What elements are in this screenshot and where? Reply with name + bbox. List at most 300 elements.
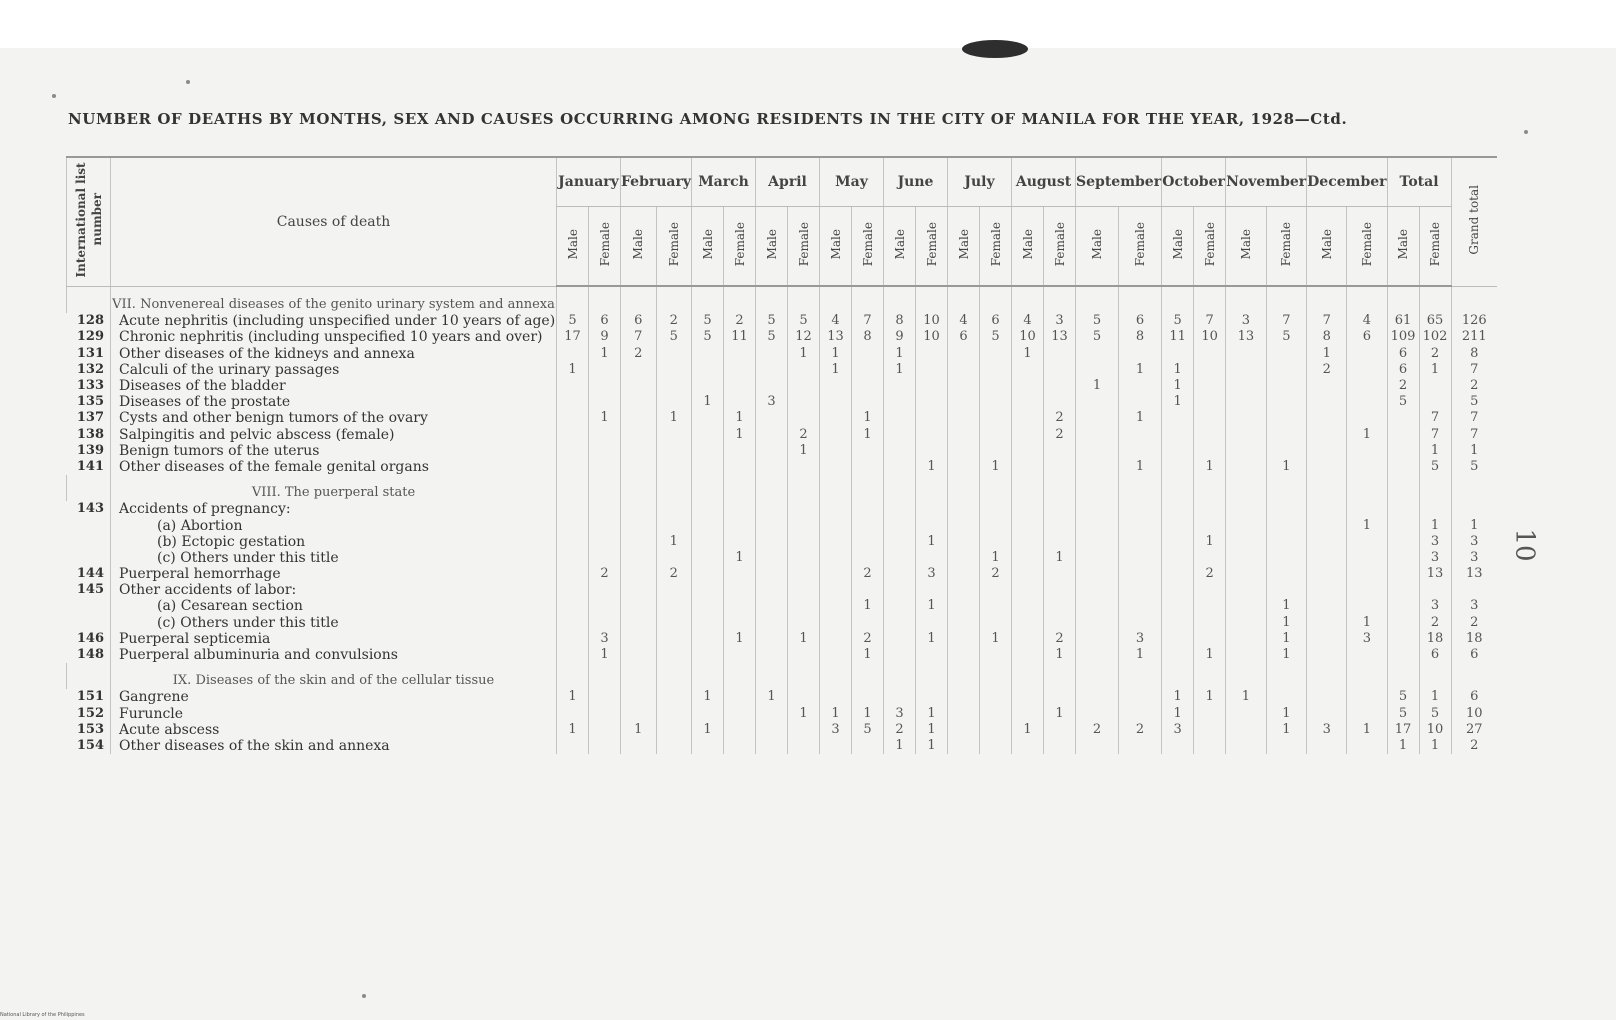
female-count-cell: 5 bbox=[852, 722, 884, 738]
male-count-cell bbox=[1012, 631, 1044, 647]
male-count-cell bbox=[1226, 550, 1267, 566]
male-count-cell bbox=[692, 410, 724, 426]
list-number-cell: 139 bbox=[76, 442, 104, 458]
empty-cell bbox=[1226, 673, 1267, 689]
empty-cell bbox=[1419, 297, 1451, 313]
male-count-cell bbox=[1162, 615, 1194, 631]
male-count-cell bbox=[948, 427, 980, 443]
empty-cell bbox=[724, 297, 756, 313]
empty-cell bbox=[852, 673, 884, 689]
female-count-cell bbox=[1194, 582, 1226, 598]
col-header-list-number bbox=[67, 157, 111, 286]
list-number-cell: 145 bbox=[76, 582, 104, 598]
male-count-cell: 2 bbox=[1307, 362, 1347, 378]
male-count-cell bbox=[1307, 706, 1347, 722]
table-row bbox=[67, 329, 1498, 345]
male-count-cell: 3 bbox=[1162, 722, 1194, 738]
male-label: Male bbox=[764, 228, 779, 260]
sex-header-female bbox=[1266, 207, 1307, 287]
male-count-cell bbox=[1076, 534, 1119, 550]
total-male-cell bbox=[1387, 647, 1419, 663]
total-female-cell: 5 bbox=[1419, 706, 1451, 722]
male-count-cell bbox=[948, 346, 980, 362]
female-count-cell bbox=[788, 394, 820, 410]
list-number-cell bbox=[67, 598, 111, 614]
male-count-cell bbox=[1307, 689, 1347, 705]
female-count-cell bbox=[980, 517, 1012, 533]
table-row bbox=[67, 550, 1498, 566]
total-male-cell bbox=[1387, 410, 1419, 426]
male-count-cell bbox=[884, 534, 916, 550]
total-female-cell bbox=[1419, 582, 1451, 598]
empty-cell bbox=[852, 297, 884, 313]
male-count-cell: 2 bbox=[884, 722, 916, 738]
female-count-cell bbox=[916, 362, 948, 378]
female-count-cell bbox=[1347, 378, 1387, 394]
female-count-cell bbox=[788, 689, 820, 705]
empty-cell bbox=[756, 475, 788, 485]
male-count-cell: 1 bbox=[692, 394, 724, 410]
male-count-cell bbox=[557, 647, 589, 663]
empty-cell bbox=[916, 297, 948, 313]
table-row bbox=[67, 427, 1498, 443]
male-count-cell bbox=[692, 362, 724, 378]
empty-cell bbox=[1119, 485, 1162, 501]
list-number-cell bbox=[67, 485, 111, 501]
list-number-cell: 135 bbox=[76, 394, 104, 410]
female-count-cell bbox=[852, 443, 884, 459]
total-male-cell bbox=[1387, 459, 1419, 475]
female-count-cell bbox=[980, 722, 1012, 738]
female-count-cell: 3 bbox=[1044, 313, 1076, 329]
male-count-cell bbox=[1012, 598, 1044, 614]
grand-total-cell: 3 bbox=[1451, 550, 1497, 566]
male-count-cell bbox=[884, 501, 916, 517]
male-count-cell: 1 bbox=[557, 722, 589, 738]
male-count-cell bbox=[884, 378, 916, 394]
male-count-cell bbox=[1012, 378, 1044, 394]
female-count-cell bbox=[1194, 501, 1226, 517]
total-female-cell: 65 bbox=[1419, 313, 1451, 329]
speck bbox=[362, 994, 366, 998]
female-count-cell bbox=[1194, 410, 1226, 426]
empty-cell bbox=[692, 673, 724, 689]
male-count-cell bbox=[1226, 362, 1267, 378]
female-label: Female bbox=[1428, 221, 1443, 267]
male-count-cell: 5 bbox=[692, 313, 724, 329]
female-count-cell bbox=[589, 443, 621, 459]
female-count-cell: 6 bbox=[589, 313, 621, 329]
female-count-cell bbox=[1194, 738, 1226, 754]
empty-cell bbox=[820, 663, 852, 673]
female-count-cell bbox=[656, 689, 692, 705]
sex-header-female bbox=[1194, 207, 1226, 287]
male-count-cell bbox=[1226, 722, 1267, 738]
female-count-cell bbox=[1044, 689, 1076, 705]
male-count-cell bbox=[621, 706, 657, 722]
male-count-cell: 2 bbox=[621, 346, 657, 362]
empty-cell bbox=[1451, 297, 1497, 313]
table-row bbox=[67, 598, 1498, 614]
female-count-cell: 8 bbox=[1119, 329, 1162, 345]
female-count-cell bbox=[788, 722, 820, 738]
male-count-cell bbox=[557, 550, 589, 566]
female-count-cell bbox=[656, 647, 692, 663]
empty-cell bbox=[1307, 297, 1347, 313]
male-count-cell bbox=[820, 378, 852, 394]
male-label: Male bbox=[956, 228, 971, 260]
male-count-cell: 3 bbox=[756, 394, 788, 410]
empty-cell bbox=[948, 485, 980, 501]
sex-header-male bbox=[884, 207, 916, 287]
female-count-cell bbox=[980, 501, 1012, 517]
male-count-cell: 1 bbox=[692, 722, 724, 738]
male-count-cell: 10 bbox=[1012, 329, 1044, 345]
male-count-cell bbox=[692, 346, 724, 362]
sex-header-female bbox=[916, 207, 948, 287]
female-count-cell bbox=[1266, 346, 1307, 362]
female-count-cell bbox=[1194, 346, 1226, 362]
cause-cell: Acute abscess bbox=[111, 722, 557, 738]
male-count-cell bbox=[948, 582, 980, 598]
section-heading: VIII. The puerperal state bbox=[111, 485, 557, 501]
male-count-cell: 1 bbox=[692, 689, 724, 705]
section-row bbox=[67, 673, 1498, 689]
empty-cell bbox=[1387, 673, 1419, 689]
male-count-cell bbox=[756, 459, 788, 475]
female-count-cell: 1 bbox=[1119, 362, 1162, 378]
female-count-cell: 1 bbox=[589, 346, 621, 362]
empty-cell bbox=[1194, 475, 1226, 485]
empty-cell bbox=[1387, 485, 1419, 501]
grand-total-cell: 27 bbox=[1451, 722, 1497, 738]
sex-header-male bbox=[1307, 207, 1347, 287]
empty-cell bbox=[1012, 286, 1044, 297]
female-label: Female bbox=[988, 221, 1003, 267]
sex-header-female bbox=[589, 207, 621, 287]
sex-header-female bbox=[1419, 207, 1451, 287]
sex-header-male bbox=[692, 207, 724, 287]
total-female-cell: 1 bbox=[1419, 443, 1451, 459]
male-count-cell bbox=[884, 394, 916, 410]
empty-cell bbox=[980, 297, 1012, 313]
sex-header-male bbox=[1162, 207, 1194, 287]
grand-total-cell: 7 bbox=[1451, 410, 1497, 426]
female-count-cell bbox=[980, 362, 1012, 378]
male-count-cell: 1 bbox=[557, 689, 589, 705]
male-label: Male bbox=[700, 228, 715, 260]
female-count-cell bbox=[656, 443, 692, 459]
female-count-cell bbox=[1347, 346, 1387, 362]
male-count-cell bbox=[1162, 410, 1194, 426]
female-count-cell bbox=[656, 362, 692, 378]
male-count-cell bbox=[1076, 631, 1119, 647]
total-female-cell: 102 bbox=[1419, 329, 1451, 345]
male-count-cell bbox=[1226, 706, 1267, 722]
female-count-cell: 1 bbox=[1266, 647, 1307, 663]
female-count-cell: 6 bbox=[1347, 329, 1387, 345]
female-count-cell bbox=[1194, 598, 1226, 614]
female-count-cell: 7 bbox=[852, 313, 884, 329]
male-count-cell bbox=[1226, 378, 1267, 394]
male-count-cell bbox=[884, 410, 916, 426]
empty-cell bbox=[692, 297, 724, 313]
empty-cell bbox=[1347, 475, 1387, 485]
empty-cell bbox=[884, 663, 916, 673]
female-count-cell bbox=[656, 501, 692, 517]
male-count-cell: 5 bbox=[756, 329, 788, 345]
male-count-cell bbox=[692, 598, 724, 614]
male-count-cell bbox=[948, 598, 980, 614]
empty-cell bbox=[1044, 475, 1076, 485]
empty-cell bbox=[1266, 485, 1307, 501]
male-count-cell bbox=[948, 550, 980, 566]
empty-cell bbox=[1387, 286, 1419, 297]
female-count-cell bbox=[724, 722, 756, 738]
grand-total-cell: 126 bbox=[1451, 313, 1497, 329]
female-count-cell bbox=[724, 738, 756, 754]
male-count-cell bbox=[884, 598, 916, 614]
cause-cell: Benign tumors of the uterus bbox=[111, 443, 557, 459]
total-male-cell: 17 bbox=[1387, 722, 1419, 738]
sex-header-male bbox=[1012, 207, 1044, 287]
female-count-cell bbox=[1194, 631, 1226, 647]
female-count-cell bbox=[589, 582, 621, 598]
female-count-cell bbox=[589, 598, 621, 614]
empty-cell bbox=[788, 673, 820, 689]
male-count-cell bbox=[1307, 615, 1347, 631]
female-count-cell: 1 bbox=[916, 598, 948, 614]
male-count-cell bbox=[1076, 598, 1119, 614]
female-count-cell: 11 bbox=[724, 329, 756, 345]
list-number-cell: 151 bbox=[76, 689, 104, 705]
empty-cell bbox=[724, 475, 756, 485]
male-count-cell bbox=[1226, 346, 1267, 362]
male-count-cell: 1 bbox=[1162, 689, 1194, 705]
female-count-cell: 1 bbox=[1119, 410, 1162, 426]
male-count-cell bbox=[948, 722, 980, 738]
male-count-cell bbox=[621, 631, 657, 647]
sex-header-male bbox=[820, 207, 852, 287]
female-count-cell: 1 bbox=[724, 427, 756, 443]
female-count-cell: 10 bbox=[916, 313, 948, 329]
total-female-cell: 7 bbox=[1419, 427, 1451, 443]
list-number-cell: 137 bbox=[76, 410, 104, 426]
male-count-cell bbox=[948, 647, 980, 663]
empty-cell bbox=[589, 286, 621, 297]
female-count-cell bbox=[1044, 346, 1076, 362]
empty-cell bbox=[1162, 286, 1194, 297]
female-count-cell bbox=[852, 517, 884, 533]
empty-cell bbox=[1194, 663, 1226, 673]
empty-cell bbox=[948, 297, 980, 313]
female-count-cell bbox=[1266, 689, 1307, 705]
male-count-cell bbox=[1162, 550, 1194, 566]
month-header: December bbox=[1307, 157, 1387, 207]
empty-cell bbox=[852, 475, 884, 485]
cause-cell: Other diseases of the kidneys and annexa bbox=[111, 346, 557, 362]
male-count-cell: 8 bbox=[1307, 329, 1347, 345]
male-count-cell bbox=[884, 631, 916, 647]
female-count-cell bbox=[1044, 534, 1076, 550]
empty-cell bbox=[557, 297, 589, 313]
male-count-cell bbox=[1076, 615, 1119, 631]
total-female-cell: 3 bbox=[1419, 598, 1451, 614]
empty-cell bbox=[1012, 297, 1044, 313]
total-female-cell: 2 bbox=[1419, 346, 1451, 362]
female-count-cell: 1 bbox=[1194, 534, 1226, 550]
cause-cell: Accidents of pregnancy: bbox=[111, 501, 557, 517]
female-count-cell bbox=[1119, 517, 1162, 533]
male-count-cell: 2 bbox=[1076, 722, 1119, 738]
male-count-cell bbox=[1226, 647, 1267, 663]
female-count-cell bbox=[916, 582, 948, 598]
male-count-cell: 1 bbox=[820, 362, 852, 378]
female-count-cell bbox=[1347, 550, 1387, 566]
table-row bbox=[67, 631, 1498, 647]
grand-total-cell: 211 bbox=[1451, 329, 1497, 345]
female-count-cell: 2 bbox=[1194, 566, 1226, 582]
female-count-cell bbox=[788, 615, 820, 631]
female-count-cell: 1 bbox=[852, 647, 884, 663]
female-count-cell bbox=[724, 346, 756, 362]
male-count-cell bbox=[820, 427, 852, 443]
male-count-cell bbox=[1226, 443, 1267, 459]
table-row bbox=[67, 501, 1498, 517]
cause-cell: (b) Ectopic gestation bbox=[111, 534, 557, 550]
male-count-cell bbox=[557, 517, 589, 533]
cause-cell: Puerperal septicemia bbox=[111, 631, 557, 647]
empty-cell bbox=[1162, 475, 1194, 485]
male-count-cell: 5 bbox=[557, 313, 589, 329]
female-count-cell: 1 bbox=[852, 706, 884, 722]
female-count-cell: 1 bbox=[1266, 459, 1307, 475]
female-count-cell: 3 bbox=[1347, 631, 1387, 647]
male-count-cell bbox=[621, 534, 657, 550]
male-count-cell bbox=[820, 582, 852, 598]
female-count-cell bbox=[1347, 598, 1387, 614]
male-count-cell bbox=[1307, 443, 1347, 459]
table-row bbox=[67, 566, 1498, 582]
male-count-cell bbox=[1012, 550, 1044, 566]
female-count-cell: 2 bbox=[656, 313, 692, 329]
empty-cell bbox=[884, 297, 916, 313]
total-female-cell: 13 bbox=[1419, 566, 1451, 582]
male-count-cell bbox=[1012, 459, 1044, 475]
col-header-causes: Causes of death bbox=[111, 157, 557, 286]
male-count-cell bbox=[1012, 394, 1044, 410]
male-count-cell: 1 bbox=[1162, 362, 1194, 378]
empty-cell bbox=[1347, 663, 1387, 673]
sex-header-male bbox=[621, 207, 657, 287]
empty-cell bbox=[1119, 673, 1162, 689]
female-count-cell bbox=[1347, 501, 1387, 517]
empty-cell bbox=[589, 663, 621, 673]
empty-cell bbox=[1451, 485, 1497, 501]
empty-cell bbox=[916, 475, 948, 485]
male-count-cell bbox=[884, 459, 916, 475]
empty-cell bbox=[948, 286, 980, 297]
total-female-cell bbox=[1419, 501, 1451, 517]
female-count-cell: 1 bbox=[589, 410, 621, 426]
empty-cell bbox=[756, 286, 788, 297]
female-count-cell: 1 bbox=[656, 534, 692, 550]
empty-cell bbox=[621, 673, 657, 689]
empty-cell bbox=[1012, 673, 1044, 689]
speck bbox=[52, 94, 56, 98]
empty-cell bbox=[820, 286, 852, 297]
empty-cell bbox=[980, 673, 1012, 689]
male-count-cell bbox=[1226, 427, 1267, 443]
list-number-cell: 133 bbox=[76, 378, 104, 394]
male-count-cell bbox=[820, 443, 852, 459]
empty-cell bbox=[621, 485, 657, 501]
female-count-cell bbox=[1347, 410, 1387, 426]
male-count-cell bbox=[1012, 517, 1044, 533]
male-count-cell bbox=[756, 582, 788, 598]
male-count-cell bbox=[1307, 582, 1347, 598]
male-count-cell bbox=[948, 689, 980, 705]
female-count-cell: 8 bbox=[852, 329, 884, 345]
male-count-cell bbox=[948, 443, 980, 459]
male-count-cell bbox=[948, 362, 980, 378]
female-count-cell: 1 bbox=[1347, 615, 1387, 631]
male-count-cell bbox=[820, 631, 852, 647]
female-count-cell: 1 bbox=[656, 410, 692, 426]
female-count-cell bbox=[788, 566, 820, 582]
female-count-cell bbox=[724, 459, 756, 475]
female-count-cell bbox=[589, 689, 621, 705]
sex-header-female bbox=[852, 207, 884, 287]
empty-cell bbox=[1451, 673, 1497, 689]
female-count-cell bbox=[1119, 378, 1162, 394]
list-number-cell: 131 bbox=[76, 345, 104, 361]
female-count-cell: 1 bbox=[852, 598, 884, 614]
male-count-cell bbox=[1226, 394, 1267, 410]
female-count-cell: 3 bbox=[916, 566, 948, 582]
male-count-cell bbox=[820, 517, 852, 533]
female-count-cell bbox=[788, 410, 820, 426]
empty-cell bbox=[656, 297, 692, 313]
male-count-cell bbox=[621, 550, 657, 566]
empty-cell bbox=[1044, 297, 1076, 313]
empty-cell bbox=[1347, 673, 1387, 689]
table-header bbox=[67, 157, 1498, 286]
male-count-cell bbox=[756, 410, 788, 426]
female-count-cell: 2 bbox=[980, 566, 1012, 582]
male-count-cell bbox=[1307, 631, 1347, 647]
empty-cell bbox=[1162, 297, 1194, 313]
male-count-cell: 1 bbox=[1076, 378, 1119, 394]
male-count-cell: 11 bbox=[1162, 329, 1194, 345]
empty-cell bbox=[1194, 297, 1226, 313]
grand-total-cell bbox=[1451, 582, 1497, 598]
grand-total-cell: 1 bbox=[1451, 517, 1497, 533]
female-count-cell bbox=[589, 501, 621, 517]
sex-header-female bbox=[788, 207, 820, 287]
empty-cell bbox=[692, 475, 724, 485]
female-count-cell bbox=[1347, 582, 1387, 598]
cause-cell: Diseases of the prostate bbox=[111, 394, 557, 410]
male-count-cell: 3 bbox=[820, 722, 852, 738]
sex-header-female bbox=[1119, 207, 1162, 287]
female-count-cell bbox=[916, 443, 948, 459]
female-count-cell: 1 bbox=[1266, 722, 1307, 738]
sex-header-female bbox=[724, 207, 756, 287]
male-count-cell bbox=[557, 410, 589, 426]
male-count-cell bbox=[1076, 550, 1119, 566]
male-count-cell bbox=[621, 501, 657, 517]
